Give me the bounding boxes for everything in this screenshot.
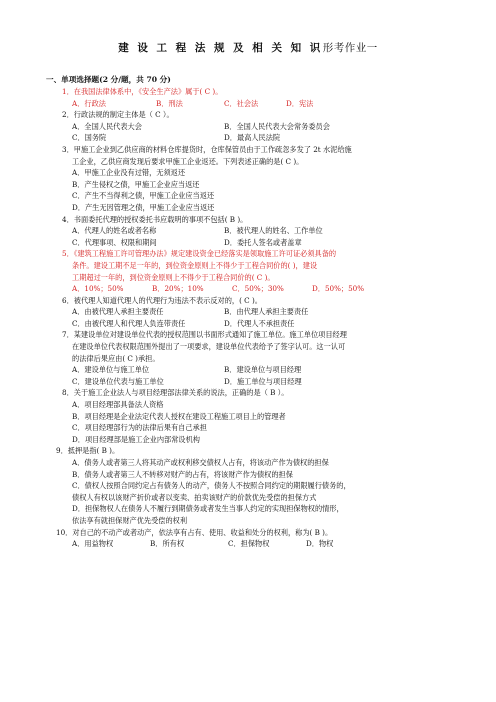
option-c: C．国务院	[72, 133, 107, 143]
section-heading: 一、单项选择题(2 分/题，共 70 分)	[46, 75, 171, 84]
option-b: B．产生侵权之债，甲施工企业应当返还	[72, 179, 200, 189]
document-title	[0, 40, 496, 55]
option-c: C．社会法	[224, 98, 259, 108]
option-d-cont: 依法享有就担保财产优先受偿的权利	[72, 515, 188, 525]
question-stem: 10．对自己的不动产或者动产，依法享有占有、使用、收益和处分的权利，称为( B )。	[56, 527, 333, 537]
question-stem-cont: 工期超过一年的，到位资金原则上不得少于工程合同价的( C )。	[72, 272, 275, 282]
options-row	[62, 132, 462, 144]
option-a: A．10%；50%	[72, 284, 124, 294]
options-row	[62, 237, 462, 249]
question-9	[56, 445, 462, 526]
option-a: A．全国人民代表大会	[72, 121, 142, 131]
title-main: 建 设 工 程 法 规 及 相 关 知 识	[118, 42, 323, 54]
option-a: A．债务人或者第三人将其动产或权利移交债权人占有，将该动产作为债权的担保	[72, 458, 329, 467]
option-a: A．用益物权	[72, 539, 114, 549]
question-4	[62, 214, 462, 249]
option-c: C．代理事项、权限和期间	[72, 237, 157, 247]
options-row	[62, 121, 462, 133]
option-d: D．施工单位与项目经理	[224, 376, 302, 386]
option-d: D．代理人不承担责任	[224, 318, 295, 328]
question-stem: 3．甲施工企业到乙供应商的材料仓库提货时，仓库保管员由于工作疏忽多发了 2t 水泥给施	[62, 144, 352, 154]
question-stem: 7．某建设单位对建设单位代表的授权范围以书面形式通知了施工单位。施工单位项目经理	[62, 330, 347, 340]
option-c: C．50%；30%	[232, 284, 284, 294]
question-1	[62, 86, 462, 109]
question-list	[56, 86, 462, 550]
question-stem-cont: 在建设单位代表权限范围外提出了一项要求，建设单位代表给予了签字认可。这一认可	[72, 342, 346, 352]
option-c: C．项目经理部行为的法律后果有自己承担	[72, 423, 207, 433]
option-b: B．被代理人的姓名、工作单位	[224, 226, 323, 236]
question-10	[56, 527, 462, 550]
option-b: B．债务人或者第三人不转移对财产的占有，将该财产作为债权的担保	[72, 469, 293, 479]
question-6	[62, 295, 462, 330]
options-row	[62, 306, 462, 318]
option-d: D．物权	[306, 539, 334, 549]
option-a: A．建设单位与施工单位	[72, 365, 150, 375]
option-b: B．刑法	[156, 98, 183, 108]
question-stem: 8．关于施工企业法人与项目经理部法律关系的说法，正确的是（ B ）。	[62, 388, 289, 398]
option-c: C．产生不当得利之债，甲施工企业应当返还	[72, 191, 215, 201]
question-8	[62, 387, 462, 445]
question-stem: 4．书面委托代理的授权委托书应载明的事项不包括( B )。	[62, 214, 248, 224]
question-stem: 6．被代理人知道代理人的代理行为违法不表示反对的，( C )。	[62, 295, 262, 305]
question-stem: 9．抵押是指( B )。	[56, 446, 120, 456]
option-c: C．由被代理人和代理人负连带责任	[72, 318, 186, 328]
options	[56, 538, 462, 550]
question-stem: 1．在我国法律体系中，《安全生产法》属于( C )。	[62, 87, 223, 96]
option-a: A．代理人的姓名或者名称	[72, 226, 157, 236]
question-2	[62, 109, 462, 144]
title-suffix: 形考作业一	[322, 42, 378, 54]
options-row	[62, 225, 462, 237]
option-d: D．50%；50%	[312, 284, 365, 294]
question-3	[62, 144, 462, 214]
option-a: A．行政法	[72, 98, 106, 108]
option-d: D．宪法	[286, 98, 314, 108]
option-c-cont: 债权人有权以该财产折价或者以变卖、拍卖该财产的价款优先受偿的担保方式	[72, 492, 317, 502]
option-c: C．担保物权	[228, 539, 270, 549]
options	[62, 283, 462, 295]
option-d: D．担保物权人在债务人不履行到期债务或者发生当事人约定的实现担保物权的情形，	[72, 504, 344, 514]
option-b: B．由代理人承担主要责任	[224, 307, 309, 317]
option-b: B．项目经理是企业法定代表人授权在建设工程施工项目上的管理者	[72, 411, 286, 421]
option-d: D．产生无因管理之债，甲施工企业应当返还	[72, 202, 215, 212]
options-row	[62, 318, 462, 330]
option-b: B．20%；10%	[152, 284, 204, 294]
option-b: B．所有权	[150, 539, 185, 549]
options-row	[62, 376, 462, 388]
question-7	[62, 329, 462, 387]
option-c: C．债权人按照合同约定占有债务人的动产，债务人不按照合同约定的期限履行债务的，	[72, 481, 351, 491]
option-b: B．全国人民代表大会常务委员会	[224, 121, 330, 131]
options-row	[62, 364, 462, 376]
question-stem-cont: 条件。建设工期不足一年的，到位资金原则上不得少于工程合同价的( )，建设	[72, 260, 318, 270]
question-stem-cont: 的法律后果应由( C )承担。	[72, 353, 160, 363]
option-b: B．建设单位与项目经理	[224, 365, 302, 375]
option-d: D．项目经理部是施工企业内部常设机构	[72, 434, 200, 444]
question-5	[62, 248, 462, 294]
option-a: A．甲施工企业没有过错，无须返还	[72, 168, 186, 178]
options	[62, 98, 462, 110]
question-stem-cont: 工企业，乙供应商发现后要求甲施工企业返还。下列表述正确的是( C )。	[72, 156, 304, 166]
option-d: D．委托人签名或者盖章	[224, 237, 302, 247]
question-stem: 5．《建筑工程施工许可管理办法》规定建设资金已经落实是领取施工许可证必须具备的	[62, 249, 337, 259]
option-d: D．最高人民法院	[224, 133, 281, 143]
option-a: A．由被代理人承担主要责任	[72, 307, 164, 317]
option-c: C．建设单位代表与施工单位	[72, 376, 164, 386]
option-a: A．项目经理部具备法人资格	[72, 400, 164, 410]
question-stem: 2．行政法规的制定主体是（ C ）。	[62, 110, 174, 120]
